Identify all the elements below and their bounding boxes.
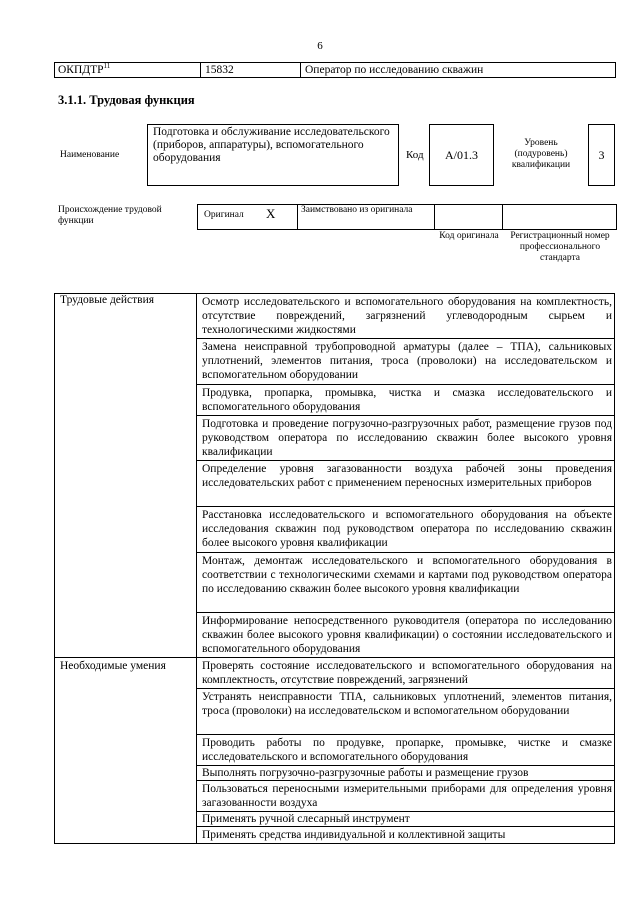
skill-item: Применять ручной слесарный инструмент: [202, 813, 410, 825]
labor-action-item: Осмотр исследовательского и вспомогательного оборудования на комплектность, отсутствие повреждений, загрязнений углеводородным сырьем и технологическими жидкостями: [202, 296, 612, 336]
level-label: Уровень (подуровень) квалификации: [511, 138, 571, 170]
code-label: Код: [406, 149, 424, 161]
okpdtr-label: ОКПДТР$^{11}$: [58, 62, 111, 76]
labor-action-item: Монтаж, демонтаж исследовательского и вспомогательного оборудования в соответствии с технологическими схемами и картами под руководством оператора по исследованию скважин более высокого уровня квалификации: [202, 555, 612, 595]
labor-action-item: Информирование непосредственного руководителя (оператора по исследованию скважин более высокого уровня квалификации) о состоянии исследовательского и вспомогательного оборудования: [202, 615, 612, 655]
labor-action-item: Расстановка исследовательского и вспомогательного оборудования на объекте исследования скважин под руководством оператора по исследованию скважин более высокого уровня квалификации: [202, 509, 612, 549]
code-original-caption: Код оригинала: [439, 231, 499, 241]
name-label: Наименование: [60, 150, 120, 160]
skill-item: Применять средства индивидуальной и коллективной защиты: [202, 829, 506, 841]
okpdtr-row: [54, 62, 616, 78]
skills-heading: Необходимые умения: [60, 660, 166, 672]
labor-action-item: Подготовка и проведение погрузочно-разгрузочных работ, размещение грузов под руководством оператора по исследованию скважин более высокого уровня квалификации: [202, 418, 612, 458]
reg-number-caption: Регистрационный номер профессионального стандарта: [510, 231, 610, 263]
origin-label: Происхождение трудовой функции: [58, 205, 162, 226]
skill-item: Пользоваться переносными измерительными приборами для определения уровня загазованности воздуха: [202, 783, 612, 809]
page-number: 6: [317, 40, 323, 52]
skill-item: Проверять состояние исследовательского и вспомогательного оборудования на комплектность, отсутствие повреждений, загрязнений: [202, 660, 612, 686]
labor-actions-heading: Трудовые действия: [60, 294, 155, 306]
function-code-value: A/01.3: [429, 124, 494, 186]
labor-action-item: Продувка, пропарка, промывка, чистка и смазка исследовательского и вспомогательного оборудования: [202, 387, 612, 413]
okpdtr-code: 15832: [205, 64, 234, 76]
skill-item: Проводить работы по продувке, пропарке, промывке, чистке и смазке исследовательского и вспомогательного оборудования: [202, 737, 612, 763]
footnote-ref: 11: [103, 62, 111, 71]
section-title: 3.1.1. Трудовая функция: [58, 93, 195, 107]
skill-item: Устранять неисправности ТПА, сальниковых уплотнений, элементов питания, троса (проволоки) на исследовательском и вспомогательном оборудовании: [202, 691, 612, 717]
borrowed-label: Заимствовано из оригинала: [301, 205, 413, 215]
okpdtr-name: Оператор по исследованию скважин: [305, 64, 484, 76]
labor-action-item: Определение уровня загазованности воздуха рабочей зоны проведения исследовательских работ с применением переносных измерительных приборов: [202, 463, 612, 489]
function-name-value: Подготовка и обслуживание исследовательского (приборов, аппаратуры), вспомогательного оборудования: [147, 124, 399, 186]
labor-action-item: Замена неисправной трубопроводной арматуры (далее – ТПА), сальниковых уплотнений, элементов питания, троса (проволоки) на исследовательском и вспомогательном оборудовании: [202, 341, 612, 381]
original-label: Оригинал: [204, 210, 244, 220]
skill-item: Выполнять погрузочно-разгрузочные работы и размещение грузов: [202, 767, 529, 779]
level-value: 3: [588, 124, 615, 186]
original-mark: X: [266, 206, 276, 221]
